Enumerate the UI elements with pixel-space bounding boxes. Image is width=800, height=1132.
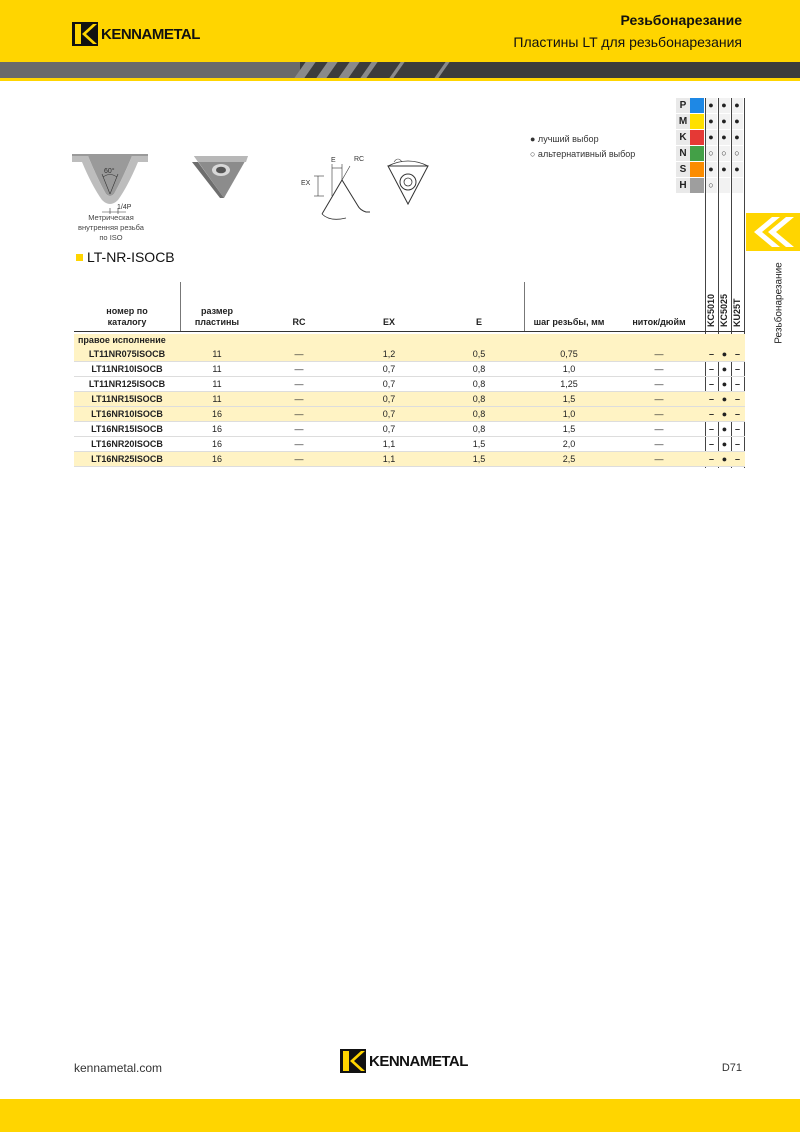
grade-mark: ● <box>721 454 728 464</box>
grade-mark: ● <box>721 379 728 389</box>
cell-size: 16 <box>211 454 222 464</box>
material-suitability-mark: ● <box>704 114 717 129</box>
insert-3d-image <box>190 152 252 202</box>
table-row <box>74 422 745 437</box>
table-row <box>74 407 745 422</box>
footer-bar <box>0 1099 800 1132</box>
grade-mark: – <box>708 424 714 434</box>
cell-catalog: LT11NR10ISOCB <box>91 364 163 374</box>
material-row-k <box>676 130 744 146</box>
table-row <box>74 437 745 452</box>
section-title: LT-NR-ISOCB <box>76 249 175 265</box>
cell-e: 0,8 <box>472 424 486 434</box>
col-tpi: ниток/дюйм <box>632 317 686 327</box>
insert-top-view <box>380 154 436 210</box>
cell-tpi: — <box>654 349 664 359</box>
footer-url[interactable]: kennametal.com <box>74 1061 163 1075</box>
cell-tpi: — <box>654 394 664 404</box>
grade-mark: – <box>734 424 740 434</box>
cell-e: 0,8 <box>472 394 486 404</box>
cell-ex: 1,1 <box>382 454 396 464</box>
cell-ex: 0,7 <box>382 379 396 389</box>
col-catalog: номер по каталогу <box>106 306 148 327</box>
col-pitch: шаг резьбы, мм <box>533 317 605 327</box>
cell-ex: 1,2 <box>382 349 396 359</box>
cell-rc: — <box>294 439 304 449</box>
grade-mark: ● <box>721 424 728 434</box>
cell-catalog: LT16NR25ISOCB <box>91 454 163 464</box>
cell-pitch: 0,75 <box>560 349 578 359</box>
cell-catalog: LT11NR075ISOCB <box>88 349 166 359</box>
material-color-swatch <box>690 98 704 113</box>
cell-rc: — <box>294 454 304 464</box>
material-suitability-mark: ○ <box>717 146 730 161</box>
grade-mark: – <box>734 409 740 419</box>
cell-pitch: 1,0 <box>562 364 576 374</box>
cell-tpi: — <box>654 439 664 449</box>
material-grid <box>676 98 744 194</box>
col-size: размер пластины <box>194 306 240 327</box>
cell-pitch: 1,5 <box>562 424 576 434</box>
material-code: P <box>676 98 690 113</box>
chevron-left-icon <box>746 213 800 251</box>
cell-ex: 0,7 <box>382 394 396 404</box>
brand-logo <box>72 22 200 46</box>
material-suitability-mark: ● <box>704 162 717 177</box>
cell-rc: — <box>294 349 304 359</box>
table-header <box>74 282 745 332</box>
cell-tpi: — <box>654 409 664 419</box>
material-suitability-mark: ○ <box>704 146 717 161</box>
side-section-label: Резьбонарезание <box>773 261 785 344</box>
section-tab <box>746 213 800 251</box>
grade-mark: ● <box>721 409 728 419</box>
material-color-swatch <box>690 162 704 177</box>
cell-catalog: LT11NR125ISOCB <box>88 379 166 389</box>
footer-logo <box>340 1049 468 1073</box>
material-suitability-mark: ● <box>717 114 730 129</box>
material-color-swatch <box>690 146 704 161</box>
material-code: K <box>676 130 690 145</box>
cell-size: 11 <box>212 379 222 389</box>
cell-catalog: LT16NR20ISOCB <box>91 439 163 449</box>
material-row-p <box>676 98 744 114</box>
yellow-square-icon <box>76 254 83 261</box>
cell-e: 0,8 <box>472 379 486 389</box>
material-color-swatch <box>690 114 704 129</box>
table-row <box>74 347 745 362</box>
cell-tpi: — <box>654 364 664 374</box>
material-row-h <box>676 178 744 194</box>
grade-mark: ● <box>721 394 728 404</box>
cell-catalog: LT16NR10ISOCB <box>91 409 163 419</box>
material-suitability-mark: ● <box>717 162 730 177</box>
cell-ex: 0,7 <box>382 364 396 374</box>
cell-size: 16 <box>211 439 222 449</box>
legend-best: ● лучший выбор <box>530 134 599 144</box>
cell-pitch: 1,25 <box>560 379 578 389</box>
cell-tpi: — <box>654 379 664 389</box>
table-row <box>74 452 745 467</box>
cell-pitch: 1,0 <box>562 409 576 419</box>
cell-rc: — <box>294 379 304 389</box>
cell-ex: 0,7 <box>382 409 396 419</box>
group-title: правое исполнение <box>74 334 745 347</box>
grade-header-1: KC5010 <box>705 293 716 327</box>
cell-size: 11 <box>212 364 222 374</box>
legend-alternative: ○ альтернативный выбор <box>530 149 636 159</box>
grade-header-2: KC5025 <box>718 293 729 327</box>
table-row <box>74 362 745 377</box>
material-suitability-mark: ● <box>730 162 743 177</box>
cell-size: 16 <box>211 409 222 419</box>
table-row <box>74 377 745 392</box>
col-rc: RC <box>292 317 306 327</box>
header-underline <box>0 78 800 81</box>
footer-wordmark: KENNAMETAL <box>369 1052 468 1070</box>
label-e: E <box>331 157 336 164</box>
material-color-swatch <box>690 130 704 145</box>
cell-e: 1,5 <box>472 439 486 449</box>
cell-rc: — <box>294 409 304 419</box>
material-suitability-mark: ● <box>717 130 730 145</box>
grade-header-3: KU25T <box>731 298 742 327</box>
cell-pitch: 2,5 <box>562 454 576 464</box>
grade-mark: ● <box>721 364 728 374</box>
table-row <box>74 392 745 407</box>
grade-mark: – <box>708 364 714 374</box>
material-code: S <box>676 162 690 177</box>
col-ex: EX <box>382 317 395 327</box>
label-ex: EX <box>301 180 311 187</box>
header-stripe <box>0 62 800 78</box>
grade-mark: – <box>708 439 714 449</box>
legend <box>530 132 635 162</box>
material-suitability-mark: ● <box>704 98 717 113</box>
cell-size: 11 <box>212 349 222 359</box>
grade-mark: – <box>734 349 740 359</box>
cell-e: 0,8 <box>472 364 486 374</box>
table-body <box>74 347 745 467</box>
page-title: Резьбонарезание <box>620 12 742 28</box>
cell-rc: — <box>294 364 304 374</box>
cell-rc: — <box>294 394 304 404</box>
col-e: E <box>475 317 482 327</box>
page-subtitle: Пластины LT для резьбонарезания <box>513 34 742 50</box>
material-suitability-mark: ● <box>704 130 717 145</box>
cutting-edge-diagram <box>300 154 376 224</box>
grade-mark: ● <box>721 439 728 449</box>
angle-label: 60° <box>104 168 115 175</box>
cell-tpi: — <box>654 454 664 464</box>
cell-size: 11 <box>212 394 222 404</box>
cell-rc: — <box>294 424 304 434</box>
cell-e: 1,5 <box>472 454 486 464</box>
grade-mark: – <box>708 379 714 389</box>
material-color-swatch <box>690 178 704 193</box>
pitch-label: 1/4P <box>117 204 132 211</box>
cell-catalog: LT16NR15ISOCB <box>91 424 163 434</box>
material-suitability-mark: ● <box>717 98 730 113</box>
cell-catalog: LT11NR15ISOCB <box>91 394 163 404</box>
cell-pitch: 2,0 <box>562 439 576 449</box>
material-suitability-mark: ● <box>730 114 743 129</box>
cell-e: 0,8 <box>472 409 486 419</box>
thread-profile-diagram <box>72 154 148 214</box>
grade-mark: ● <box>721 349 728 359</box>
grade-mark: – <box>708 349 714 359</box>
cell-e: 0,5 <box>472 349 486 359</box>
grade-mark: – <box>708 394 714 404</box>
cell-pitch: 1,5 <box>562 394 576 404</box>
grade-mark: – <box>734 439 740 449</box>
material-row-m <box>676 114 744 130</box>
kennametal-k-icon <box>340 1049 366 1073</box>
material-suitability-mark: ○ <box>730 146 743 161</box>
material-code: N <box>676 146 690 161</box>
material-code: M <box>676 114 690 129</box>
material-row-s <box>676 162 744 178</box>
page-number: D71 <box>721 1062 742 1074</box>
material-code: H <box>676 178 690 193</box>
grade-mark: – <box>708 409 714 419</box>
material-suitability-mark: ○ <box>704 178 717 193</box>
material-suitability-mark: ● <box>730 98 743 113</box>
label-rc: RC <box>354 156 365 163</box>
cell-ex: 1,1 <box>382 439 396 449</box>
grade-mark: – <box>734 454 740 464</box>
grade-mark: – <box>734 379 740 389</box>
profile-caption: Метрическая внутренняя резьба по ISO <box>78 213 144 242</box>
kennametal-k-icon <box>72 22 98 46</box>
grade-mark: – <box>708 454 714 464</box>
cell-size: 16 <box>211 424 222 434</box>
cell-ex: 0,7 <box>382 424 396 434</box>
material-suitability-mark: ● <box>730 130 743 145</box>
brand-wordmark: KENNAMETAL <box>101 25 200 43</box>
cell-tpi: — <box>654 424 664 434</box>
grade-mark: – <box>734 394 740 404</box>
material-row-n <box>676 146 744 162</box>
grade-mark: – <box>734 364 740 374</box>
